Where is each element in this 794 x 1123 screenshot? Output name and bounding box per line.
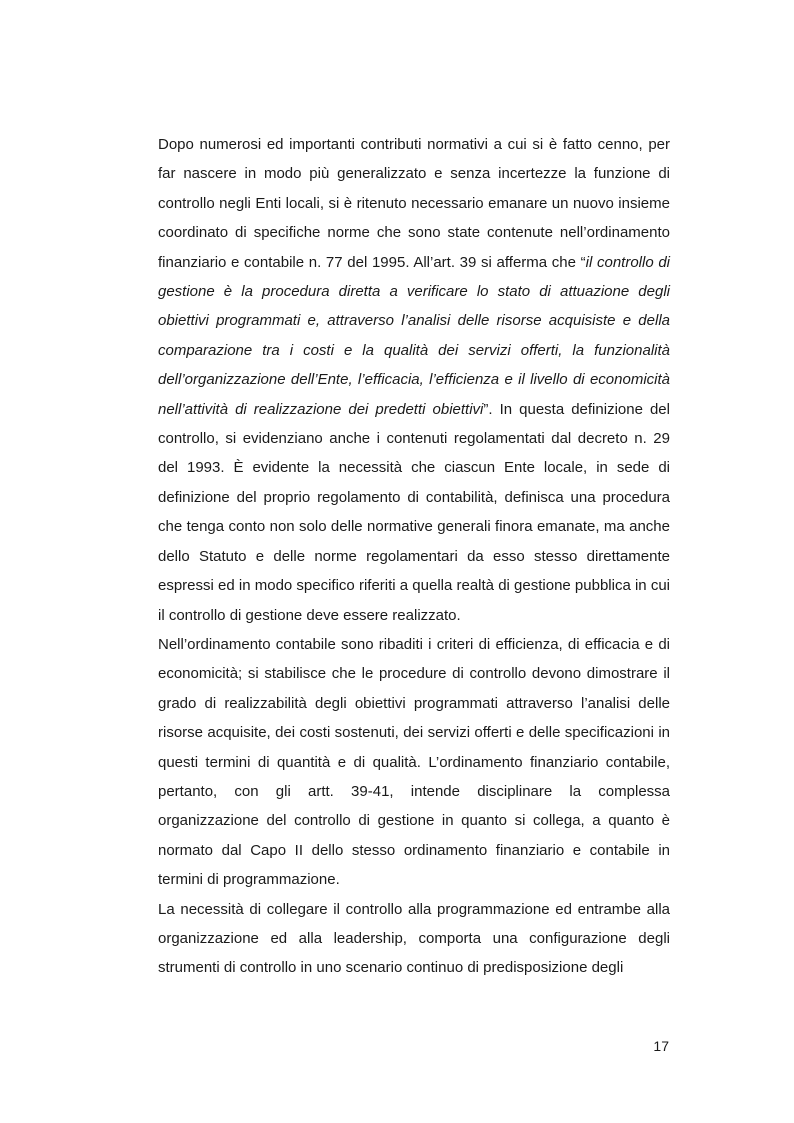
page-number: 17: [653, 1038, 669, 1054]
paragraph-1-intro: Dopo numerosi ed importanti contributi normativi a cui si è fatto cenno, per far nascere in modo più generalizzato e senza incertezze la funzione di controllo negli Enti locali, si è ritenuto necessario emanare un nuovo insieme coordinato di specifiche norme che sono state contenute nell’ordinamento finanziario e contabile n. 77 del 1995. All’art. 39 si afferma che “: [158, 136, 670, 271]
paragraph-1-continuation: ”. In questa definizione del controllo, si evidenziano anche i contenuti regolamentati dal decreto n. 29 del 1993. È evidente la necessità che ciascun Ente locale, in sede di definizione del proprio regolamento di contabilità, definisca una procedura che tenga conto non solo delle normative generali finora emanate, ma anche dello Statuto e delle norme regolamentari da esso stesso direttamente espressi ed in modo specifico riferiti a quella realtà di gestione pubblica in cui il controllo di gestione deve essere realizzato.: [158, 400, 670, 624]
paragraph-1-quote: il controllo di gestione è la procedura diretta a verificare lo stato di attuazione degli obiettivi programmati e, attraverso l’analisi delle risorse acquisiste e della comparazione tra i costi e la qualità dei servizi offerti, la funzionalità dell’organizzazione dell’Ente, l’efficacia, l’efficienza e il livello di economicità nell’attività di realizzazione dei predetti obiettivi: [158, 253, 671, 418]
paragraph-1: [158, 130, 670, 630]
paragraph-3: La necessità di collegare il controllo alla programmazione ed entrambe alla organizzazione ed alla leadership, comporta una configurazione degli strumenti di controllo in uno scenario continuo di predisposizione degli: [158, 900, 670, 977]
body-text: [158, 130, 670, 983]
paragraph-2: Nell’ordinamento contabile sono ribaditi i criteri di efficienza, di efficacia e di economicità; si stabilisce che le procedure di controllo devono dimostrare il grado di realizzabilità degli obiettivi programmati attraverso l’analisi delle risorse acquisite, dei costi sostenuti, dei servizi offerti e delle specificazioni in questi termini di quantità e di qualità. L’ordinamento finanziario contabile, pertanto, con gli artt. 39-41, intende disciplinare la complessa organizzazione del controllo di gestione in quanto si collega, a quanto è normato dal Capo II dello stesso ordinamento finanziario e contabile in termini di programmazione.: [158, 635, 670, 889]
